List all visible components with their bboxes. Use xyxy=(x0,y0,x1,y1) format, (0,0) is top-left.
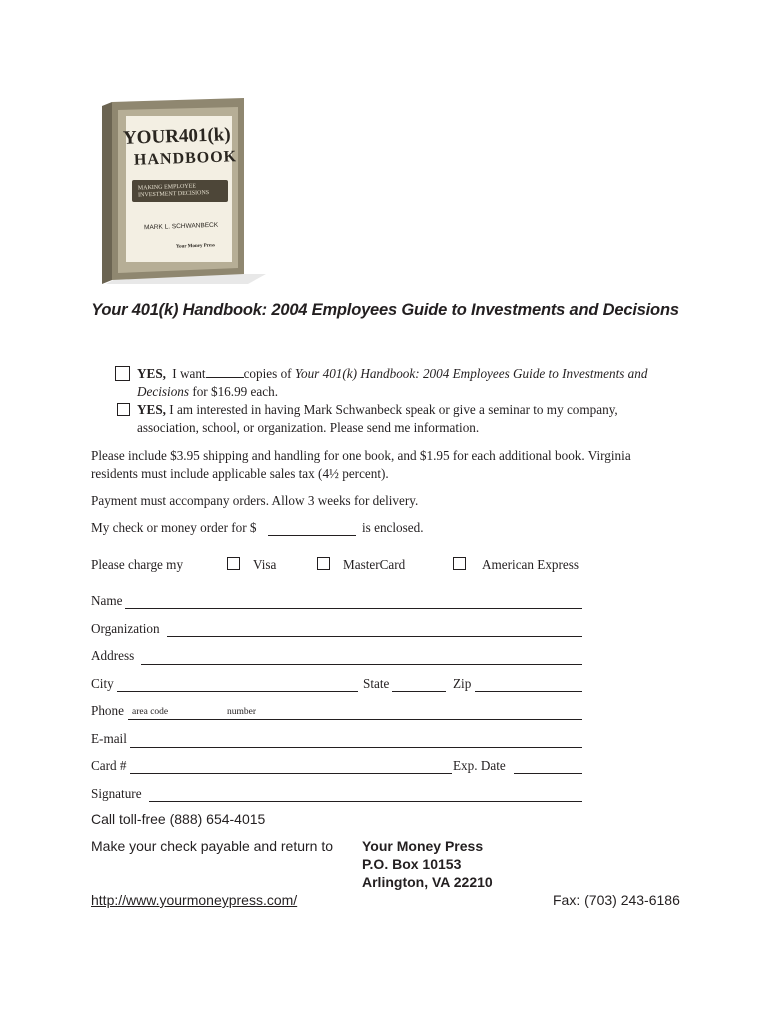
po-box: P.O. Box 10153 xyxy=(362,856,462,872)
check-amount-input[interactable] xyxy=(268,535,356,536)
zip-field[interactable] xyxy=(475,691,582,692)
zip-label: Zip xyxy=(453,676,472,691)
signature-field[interactable] xyxy=(149,801,582,802)
state-label: State xyxy=(363,676,390,691)
phone-label: Phone xyxy=(91,703,124,718)
state-field[interactable] xyxy=(392,691,446,692)
page-title: Your 401(k) Handbook: 2004 Employees Guide to Investments and Decisions xyxy=(91,301,679,319)
payable-line: Make your check payable and return to xyxy=(91,838,334,854)
yes-copies-checkbox[interactable] xyxy=(115,366,130,381)
book-author: MARK L. SCHWANBECK xyxy=(143,221,219,232)
shipping-line1: Please include $3.95 shipping and handling for one book, and $1.95 for each additional book. Virginia xyxy=(91,448,631,463)
exp-date-label: Exp. Date xyxy=(453,758,506,773)
area-code-hint: area code xyxy=(132,707,169,717)
payment-note: Payment must accompany orders. Allow 3 weeks for delivery. xyxy=(91,493,419,508)
address-label: Address xyxy=(91,648,135,663)
option2-line2: association, school, or organization. Please send me information. xyxy=(137,420,480,435)
toll-free-line: Call toll-free (888) 654-4015 xyxy=(91,811,266,827)
address-field[interactable] xyxy=(141,664,582,665)
book-title-line1: YOUR401(k) xyxy=(122,124,231,149)
email-field[interactable] xyxy=(130,747,582,748)
check-label: My check or money order for $ xyxy=(91,520,257,535)
number-hint: number xyxy=(227,707,257,717)
option2-line1 xyxy=(137,402,618,418)
option2-line1-text: I am interested in having Mark Schwanbeck speak or give a seminar to my company, xyxy=(165,402,618,417)
shipping-line2: residents must include applicable sales tax (4½ percent). xyxy=(91,466,389,481)
mastercard-checkbox[interactable] xyxy=(317,557,330,570)
option2-yes: YES, xyxy=(137,402,166,417)
phone-field[interactable] xyxy=(128,719,582,720)
city-label: City xyxy=(91,676,114,691)
option1-book-title: Your 401(k) Handbook: 2004 Employees Guide to Investments and xyxy=(294,366,648,381)
name-label: Name xyxy=(91,593,123,608)
name-field[interactable] xyxy=(125,608,582,609)
check-suffix: is enclosed. xyxy=(362,520,424,535)
mastercard-label: MasterCard xyxy=(343,557,406,572)
city-state-zip: Arlington, VA 22210 xyxy=(362,874,493,890)
yes-seminar-checkbox[interactable] xyxy=(117,403,130,416)
fax-number: Fax: (703) 243-6186 xyxy=(553,892,680,908)
option1-text-b: copies of xyxy=(243,366,292,381)
company-name: Your Money Press xyxy=(362,838,484,854)
card-label: Card # xyxy=(91,758,127,773)
option1-line2-italic: Decisions xyxy=(137,384,190,399)
charge-label: Please charge my xyxy=(91,557,184,572)
website-link[interactable]: http://www.yourmoneypress.com/ xyxy=(91,892,298,908)
option1-yes: YES, xyxy=(137,366,166,381)
visa-label: Visa xyxy=(253,557,277,572)
exp-date-field[interactable] xyxy=(514,773,582,774)
option1-line1 xyxy=(137,366,647,382)
book-title-line2: HANDBOOK xyxy=(133,148,238,169)
email-label: E-mail xyxy=(91,731,127,746)
card-number-field[interactable] xyxy=(130,773,452,774)
option1-text-a: I want xyxy=(172,366,206,381)
book-subtitle: MAKING EMPLOYEE INVESTMENT DECISIONS xyxy=(137,183,210,199)
option1-line2-rest: for $16.99 each. xyxy=(189,384,278,399)
amex-checkbox[interactable] xyxy=(453,557,466,570)
signature-label: Signature xyxy=(91,786,142,801)
city-field[interactable] xyxy=(117,691,358,692)
option1-line2 xyxy=(137,384,278,400)
visa-checkbox[interactable] xyxy=(227,557,240,570)
book-cover-image xyxy=(98,98,270,286)
amex-label: American Express xyxy=(482,557,580,572)
organization-label: Organization xyxy=(91,621,160,636)
organization-field[interactable] xyxy=(167,636,582,637)
copies-input[interactable] xyxy=(206,366,244,378)
book-publisher: Your Money Press xyxy=(175,243,216,250)
